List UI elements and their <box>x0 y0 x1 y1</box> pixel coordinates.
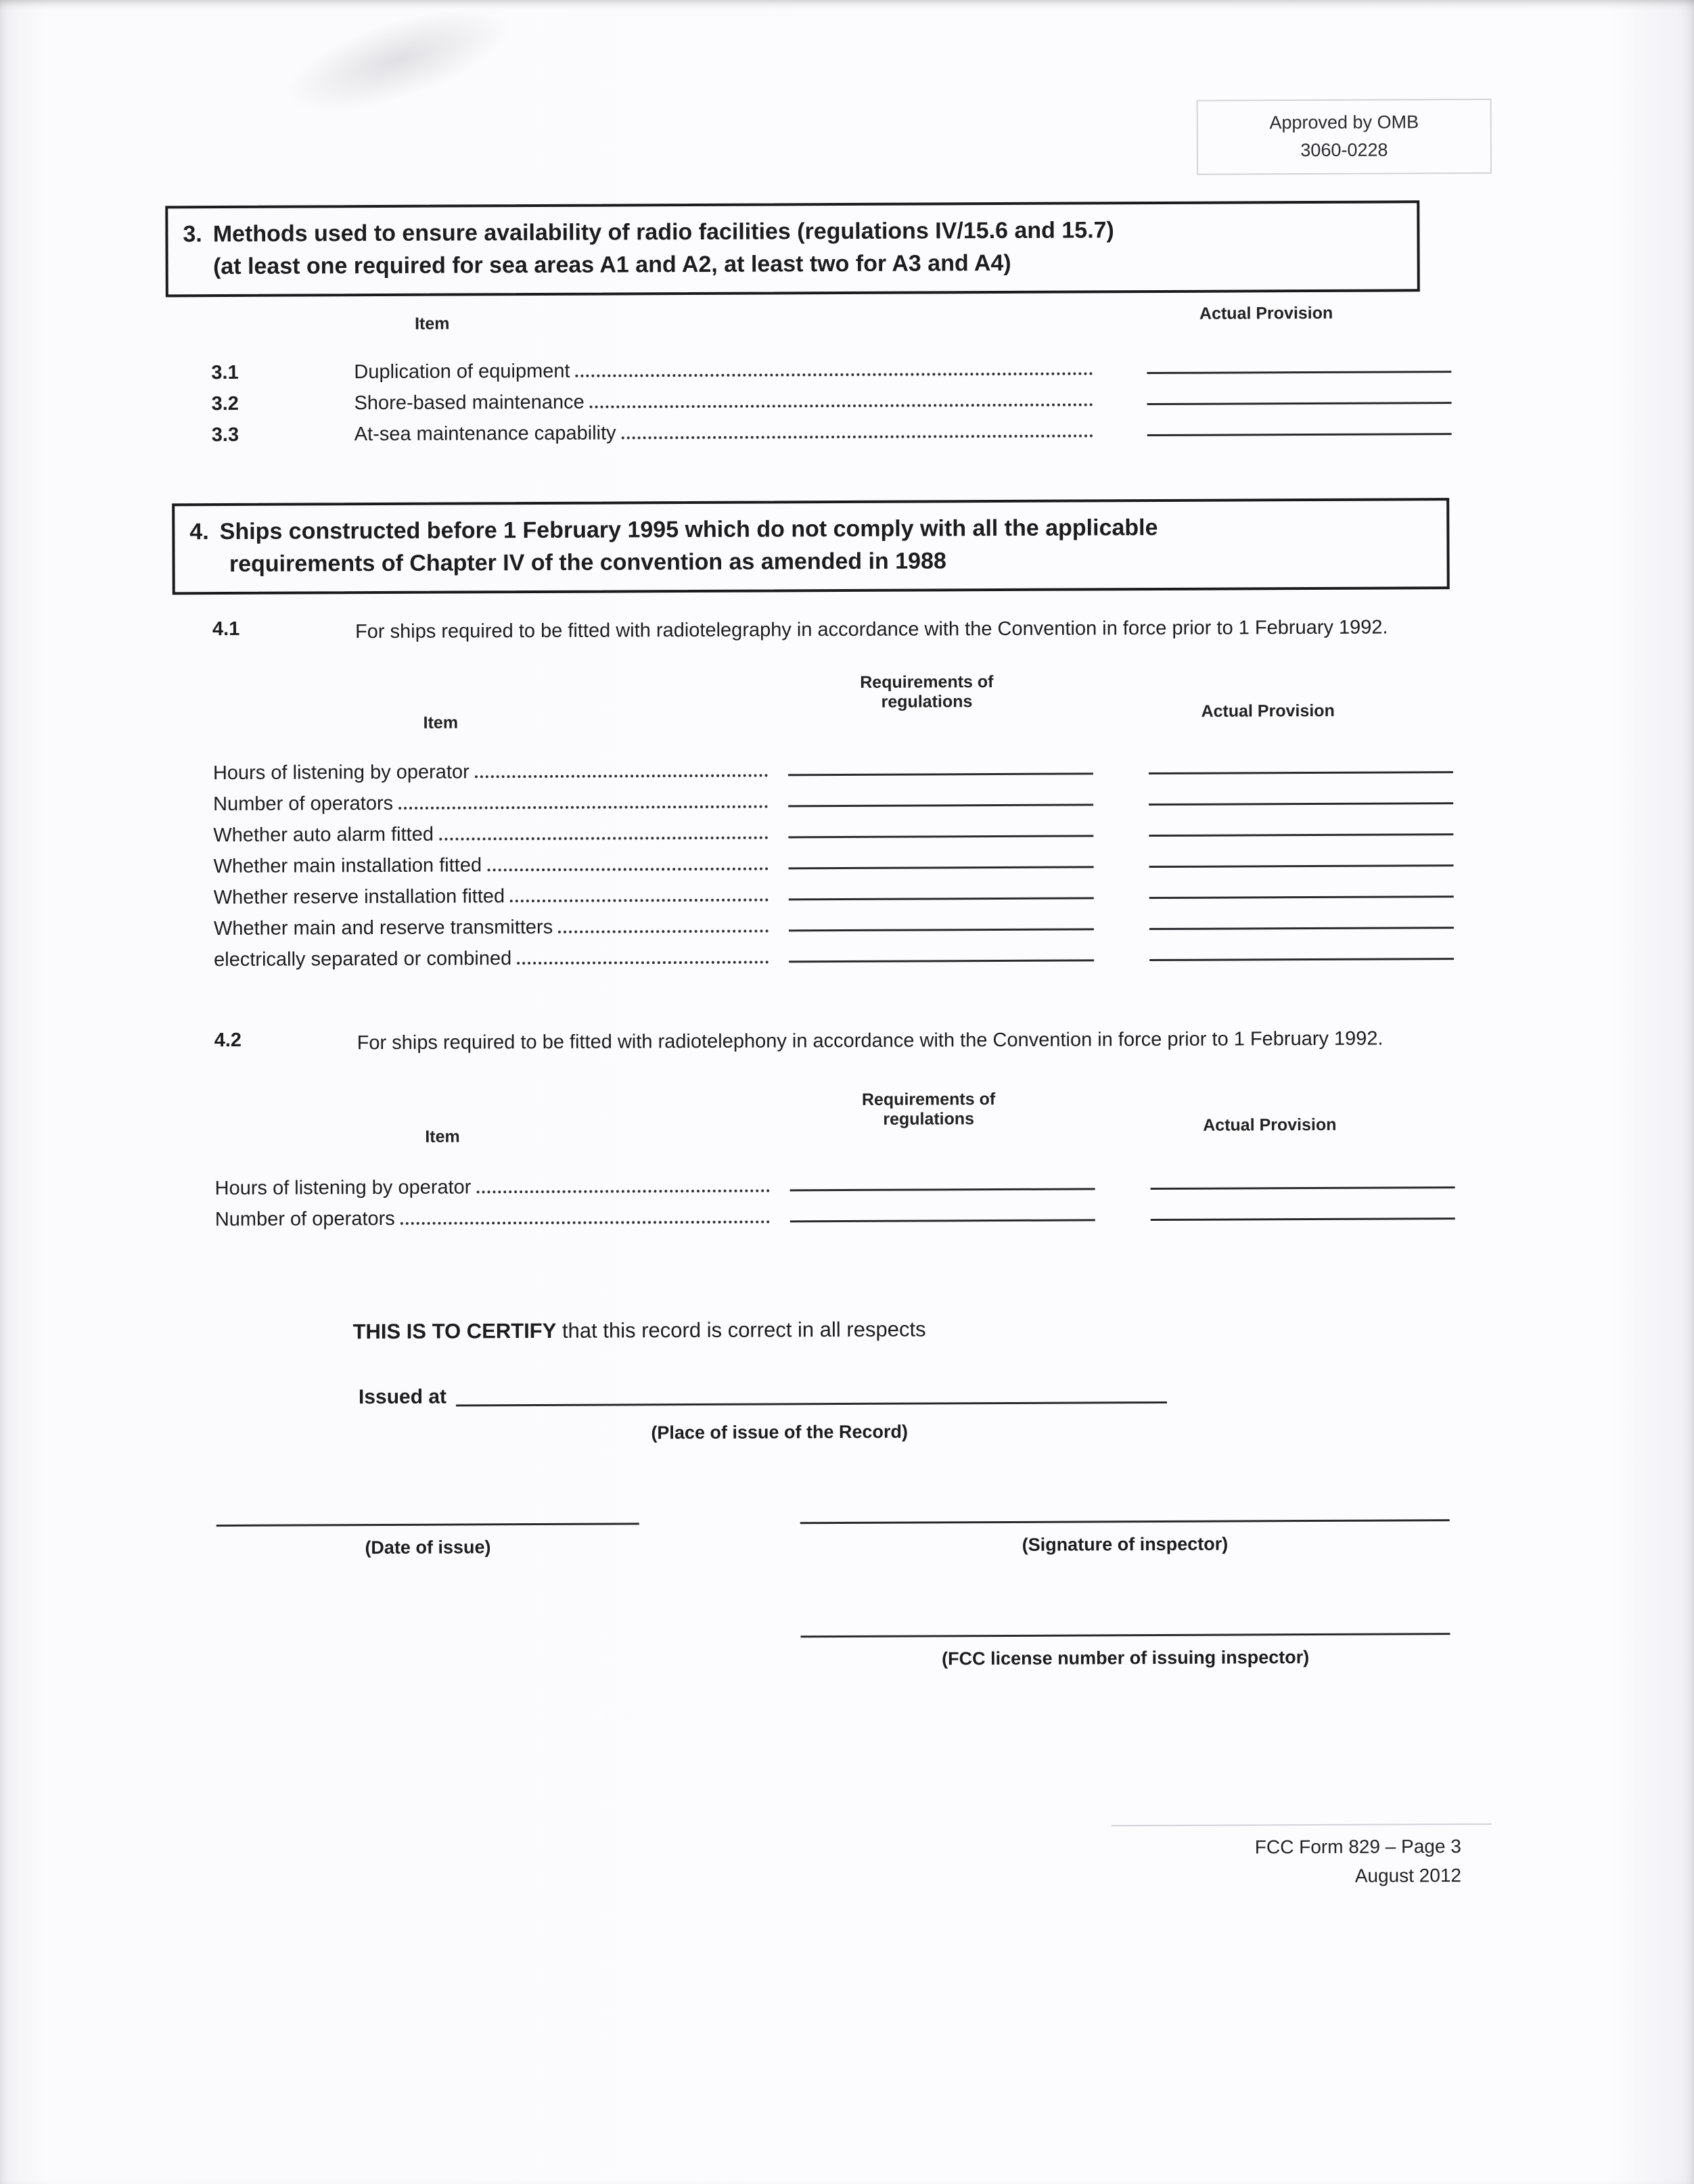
row-label: Whether reserve installation fitted <box>213 885 505 909</box>
row-label: Whether auto alarm fitted <box>213 823 434 847</box>
blank-line-requirements <box>788 804 1093 807</box>
row-number: 3.1 <box>211 361 239 384</box>
section3-number: 3. <box>183 221 202 248</box>
row-number: 3.3 <box>211 423 239 446</box>
section3-column-item: Item <box>414 314 450 333</box>
table-row <box>215 1166 1455 1203</box>
section4-heading-line1: Ships constructed before 1 February 1995 which do not comply with all the applicable <box>219 514 1158 545</box>
column-requirements-of-regulations: Requirements of regulations <box>861 1090 996 1129</box>
dotted-leader <box>398 806 768 810</box>
section3-heading-line1: Methods used to ensure availability of radio facilities (regulations IV/15.6 and 15.7) <box>212 217 1114 248</box>
dotted-leader <box>487 868 768 872</box>
table-row <box>213 782 1453 818</box>
blank-line-place-of-issue <box>456 1383 1167 1407</box>
row-label: Number of operators <box>214 1207 395 1231</box>
signature-caption: (Signature of inspector) <box>1022 1533 1229 1555</box>
column-actual-provision: Actual Provision <box>1201 701 1335 721</box>
blank-line-actual-provision <box>1147 433 1452 436</box>
scan-smudge-artifact <box>273 0 522 134</box>
dotted-leader <box>400 1221 770 1225</box>
section3-heading-line2: (at least one required for sea areas A1 and A2, at least two for A3 and A4) <box>212 250 1011 280</box>
row-label: Whether main installation fitted <box>213 854 482 878</box>
section4-heading-box <box>172 498 1450 595</box>
table-row <box>213 813 1453 850</box>
table-row <box>213 751 1453 787</box>
blank-line-actual-provision <box>1149 802 1453 806</box>
scan-artifact-rule <box>1112 1823 1492 1826</box>
blank-line-actual-provision <box>1147 371 1451 374</box>
subsection-4-2-text: For ships required to be fitted with radiotelephony in accordance with the Convention in force prior to 1 February 1992. <box>357 1027 1383 1054</box>
form-date: August 2012 <box>1354 1865 1462 1887</box>
issued-at-label: Issued at <box>358 1385 447 1409</box>
dotted-leader <box>439 837 768 841</box>
form-number-page: FCC Form 829 – Page 3 <box>1254 1836 1461 1858</box>
blank-line-requirements <box>789 897 1094 900</box>
blank-line-actual-provision <box>1147 402 1452 405</box>
blank-line-requirements <box>790 1219 1095 1222</box>
fcc-license-caption: (FCC license number of issuing inspector) <box>942 1647 1310 1669</box>
blank-line-actual-provision <box>1149 927 1454 930</box>
blank-line-requirements <box>790 1188 1095 1191</box>
omb-approval-number: 3060-0228 <box>1300 139 1388 160</box>
place-of-issue-caption: (Place of issue of the Record) <box>651 1421 909 1443</box>
dotted-leader <box>576 372 1093 377</box>
form-footer <box>1153 1832 1461 1892</box>
column-item: Item <box>425 1127 460 1146</box>
certification-emphasis: THIS IS TO CERTIFY <box>352 1318 557 1344</box>
row-label: Number of operators <box>213 792 394 816</box>
section4-number: 4. <box>189 519 209 545</box>
blank-line-signature <box>800 1519 1450 1524</box>
table-row <box>215 1197 1455 1234</box>
table-row <box>214 906 1454 943</box>
column-requirements-of-regulations: Requirements of regulations <box>860 672 994 712</box>
row-number: 3.2 <box>211 392 239 415</box>
blank-line-requirements <box>789 959 1094 962</box>
table-row <box>211 381 1451 418</box>
issued-at-row <box>359 1383 1167 1409</box>
blank-line-actual-provision <box>1149 833 1453 837</box>
certification-statement <box>352 1317 925 1344</box>
blank-line-requirements <box>788 772 1093 776</box>
subsection-4-1-number: 4.1 <box>212 618 240 641</box>
row-label: electrically separated or combined <box>214 948 512 971</box>
omb-approval-line1: Approved by OMB <box>1269 112 1419 133</box>
table-row <box>212 413 1452 449</box>
table-row <box>213 844 1453 881</box>
row-label: Duplication of equipment <box>354 360 570 384</box>
row-label: Hours of listening by operator <box>212 761 470 785</box>
section4-heading-line2: requirements of Chapter IV of the convention as amended in 1988 <box>229 548 946 578</box>
subsection-4-2-number: 4.2 <box>214 1029 242 1052</box>
dotted-leader <box>558 930 769 933</box>
blank-line-date-of-issue <box>216 1523 639 1527</box>
subsection-4-1-rows <box>213 751 1454 974</box>
row-label: Hours of listening by operator <box>214 1176 472 1200</box>
dotted-leader <box>476 1190 769 1194</box>
subsection-4-2-rows <box>215 1166 1455 1234</box>
dotted-leader <box>622 434 1093 439</box>
subsection-4-1-text: For ships required to be fitted with radiotelegraphy in accordance with the Convention in force prior to 1 February 1992. <box>354 616 1388 643</box>
section3-rows <box>211 350 1452 449</box>
date-of-issue-caption: (Date of issue) <box>365 1537 491 1558</box>
blank-line-actual-provision <box>1149 958 1454 961</box>
section3-column-actual-provision: Actual Provision <box>1199 303 1333 323</box>
dotted-leader <box>475 774 768 779</box>
dotted-leader <box>510 899 769 903</box>
dotted-leader <box>517 961 769 965</box>
column-item: Item <box>423 713 459 733</box>
row-label: At-sea maintenance capability <box>354 422 616 446</box>
section3-heading-box <box>165 200 1420 297</box>
table-row <box>214 875 1454 912</box>
dotted-leader <box>590 403 1093 408</box>
blank-line-fcc-license <box>801 1633 1450 1637</box>
row-label: Whether main and reserve transmitters <box>213 916 553 940</box>
blank-line-actual-provision <box>1149 896 1454 899</box>
blank-line-requirements <box>789 928 1094 931</box>
omb-approval-box <box>1197 99 1492 175</box>
blank-line-requirements <box>788 835 1093 838</box>
blank-line-actual-provision <box>1149 771 1453 774</box>
section3-heading <box>213 214 1114 283</box>
section4-heading <box>220 511 1158 581</box>
certification-rest: that this record is correct in all respects <box>556 1317 926 1343</box>
blank-line-actual-provision <box>1151 1217 1455 1221</box>
blank-line-requirements <box>789 866 1094 869</box>
column-actual-provision: Actual Provision <box>1203 1115 1337 1135</box>
row-label: Shore-based maintenance <box>354 391 585 415</box>
table-row <box>214 937 1454 974</box>
blank-line-actual-provision <box>1151 1186 1455 1190</box>
blank-line-actual-provision <box>1149 864 1454 868</box>
table-row <box>211 350 1451 387</box>
